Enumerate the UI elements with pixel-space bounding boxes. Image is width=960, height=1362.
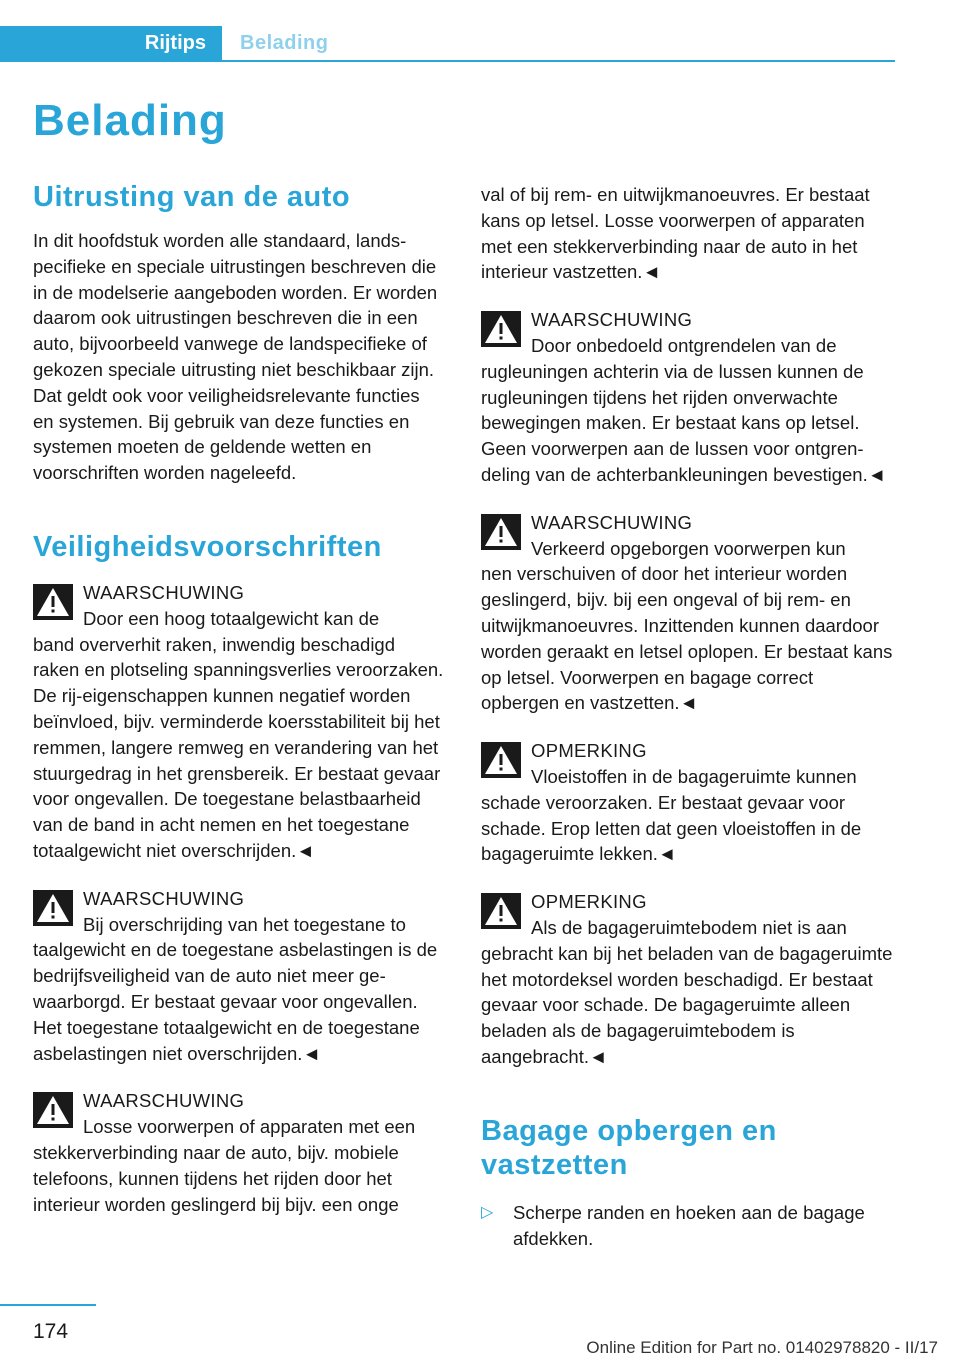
warning-text: stekkerverbinding naar de auto, bijv. mobiele telefoons, kunnen tijdens het rijden door het interieur worden geslingerd bij bijv. een onge — [33, 1141, 399, 1215]
warning-icon — [33, 1092, 73, 1128]
note-text: schade veroorzaken. Er bestaat gevaar voor schade. Erop letten dat geen vloeistoffen in de bagageruimte lekken.◄ — [481, 791, 862, 865]
edition-note: Online Edition for Part no. 01402978820 - II/17 — [586, 1338, 938, 1357]
warning-text: nen verschuiven of door het interieur worden geslingerd, bijv. bij een ongeval of bij rem- en uitwijkmanoeuvres. Inzittenden kunnen daardoor worden geraakt en letsel oplopen. Er bestaat kans op letsel. Voorwerpen en bagage correct opbergen en vastzetten.◄ — [481, 563, 893, 714]
warning-icon — [481, 742, 521, 778]
warning-label: WAARSCHUWING — [83, 1090, 245, 1112]
warning-block — [33, 580, 445, 864]
header-rule — [0, 60, 895, 62]
list-item-text: Scherpe randen en hoeken aan de bagage afdekken. — [513, 1201, 865, 1249]
warning-block — [481, 510, 893, 716]
warning-icon — [481, 893, 521, 929]
warning-icon — [33, 584, 73, 620]
section-heading-luggage: Bagage opbergen en vastzetten — [481, 1114, 777, 1181]
section-heading-safety: Veiligheidsvoorschriften — [33, 530, 382, 563]
warning-text: rugleuningen achterin via de lussen kunnen de rugleuningen tijdens het rijden onverwachte bewegingen maken. Er bestaat kans op letsel. Geen voorwerpen aan de lussen voor ontgrendeling van de achterbankleuningen bevestigen.◄ — [481, 360, 887, 485]
warning-text: taalgewicht en de toegestane asbelastingen is de bedrijfsveiligheid van de auto niet meer gewaarborgd. Er bestaat gevaar voor ongevallen. Het toegestane totaalgewicht en de toegestane asbelastingen niet overschrijden.◄ — [33, 939, 438, 1064]
warning-label: WAARSCHUWING — [83, 887, 245, 909]
page-header — [0, 0, 960, 62]
page-number: 174 — [33, 1320, 69, 1343]
header-subsection: Belading — [240, 31, 329, 54]
intro-paragraph: In dit hoofdstuk worden alle standaard, landspecifieke en speciale uitrustingen beschreven die in de modelserie aangeboden worden. Er worden daarom ook uitrustingen beschreven die in een auto, bijvoorbeeld vanwege de landspecifieke of gekozen speciale uitrusting niet beschikbaar zijn. Dat geldt ook voor veiligheidsrelevante functies en systemen. Bij gebruik van deze functies en systemen moeten de geldende wetten en voorschriften worden nageleefd. — [33, 230, 438, 484]
note-block — [481, 889, 893, 1070]
warning-block — [33, 886, 445, 1067]
warning-text-first: Door onbedoeld ontgrendelen van de — [531, 334, 837, 356]
triangle-bullet-icon: ▷ — [481, 1203, 494, 1221]
warning-text-first: Bij overschrijding van het toegestane to — [83, 913, 406, 935]
note-label: OPMERKING — [531, 891, 647, 913]
warning-text-first: Losse voorwerpen of apparaten met een — [83, 1116, 416, 1138]
warning-icon — [481, 311, 521, 347]
warning-icon — [481, 514, 521, 550]
warning-icon — [33, 890, 73, 926]
warning-label: WAARSCHUWING — [531, 309, 693, 331]
header-section: Rijtips — [0, 26, 222, 60]
page-title: Belading — [33, 96, 227, 145]
warning-label: WAARSCHUWING — [531, 511, 693, 533]
right-column — [481, 182, 893, 1251]
continued-paragraph: val of bij rem- en uitwijkmanoeuvres. Er bestaat kans op letsel. Losse voorwerpen of apparaten met een stekkerverbinding naar de auto in het interieur vastzetten.◄ — [481, 184, 870, 283]
footer-rule — [0, 1304, 96, 1306]
section-heading-equipment: Uitrusting van de auto — [33, 181, 351, 213]
note-text: gebracht kan bij het beladen van de bagageruimte het motordeksel worden beschadigd. Er bestaat gevaar voor schade. De bagageruimte alleen beladen als de bagageruimtebodem is aangebracht.◄ — [481, 942, 893, 1067]
note-text-first: Vloeistoffen in de bagageruimte kunnen — [531, 765, 857, 787]
warning-block — [33, 1088, 445, 1217]
warning-text-first: Door een hoog totaalgewicht kan de — [83, 607, 380, 629]
left-column — [33, 180, 445, 1217]
warning-text-first: Verkeerd opgeborgen voorwerpen kun — [531, 537, 846, 559]
list-item — [481, 1200, 893, 1252]
warning-block — [481, 307, 893, 488]
warning-text: band oververhit raken, inwendig beschadigd raken en plotseling spanningsverlies veroorzaken. De rij-eigenschappen kunnen negatief worden beïnvloed, bijv. verminderde koersstabiliteit bij het remmen, langere remweg en verandering van het stuurgedrag in het grensbereik. Er bestaat gevaar voor ongevallen. De toegestane belastbaarheid van de band in acht nemen en het toegestane totaalgewicht niet overschrijden.◄ — [33, 633, 444, 861]
note-text-first: Als de bagageruimtebodem niet is aan — [531, 916, 847, 938]
warning-label: WAARSCHUWING — [83, 581, 245, 603]
note-label: OPMERKING — [531, 740, 647, 762]
note-block — [481, 738, 893, 867]
